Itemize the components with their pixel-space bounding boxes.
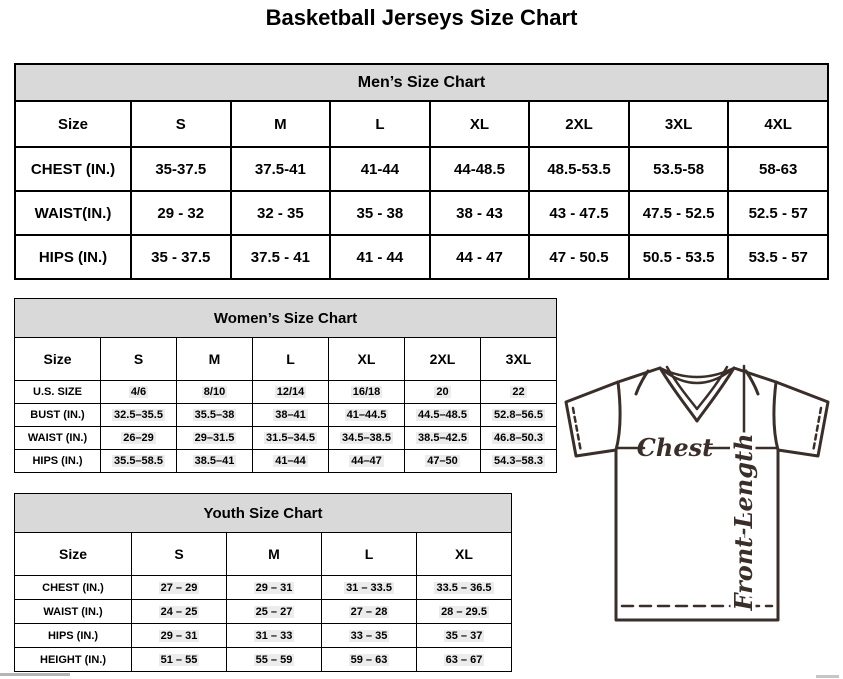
column-header: Size — [15, 101, 131, 147]
size-value-cell — [417, 576, 512, 600]
size-value-cell — [322, 624, 417, 648]
column-header: 3XL — [629, 101, 729, 147]
size-value-cell — [227, 600, 322, 624]
column-header: XL — [417, 533, 512, 576]
size-value: 28 – 29.5 — [441, 605, 487, 618]
page-title: Basketball Jerseys Size Chart — [265, 5, 578, 30]
size-value-cell — [227, 576, 322, 600]
size-value-cell — [101, 404, 177, 427]
size-value-cell — [329, 450, 405, 473]
column-header: 3XL — [481, 338, 557, 381]
size-value-cell: 58-63 — [728, 147, 828, 191]
size-value: 16/18 — [352, 386, 381, 398]
jersey-icon — [556, 358, 838, 660]
size-value: 27 – 29 — [160, 581, 198, 594]
column-header: Size — [15, 338, 101, 381]
column-header: L — [253, 338, 329, 381]
size-value-cell — [253, 381, 329, 404]
column-header: S — [101, 338, 177, 381]
size-value: 46.8–50.3 — [494, 432, 543, 444]
column-header: 2XL — [405, 338, 481, 381]
size-value-cell — [132, 576, 227, 600]
size-value: 35.5–38 — [194, 409, 235, 421]
size-value: 12/14 — [276, 386, 305, 398]
size-value: 33 – 35 — [350, 629, 388, 642]
size-value-cell — [132, 624, 227, 648]
row-label: BUST (IN.) — [15, 404, 101, 427]
size-value-cell: 32 - 35 — [231, 191, 331, 235]
column-header: XL — [430, 101, 530, 147]
size-value: 24 – 25 — [160, 605, 198, 618]
size-value: 4/6 — [130, 386, 147, 398]
table-row — [15, 235, 828, 279]
size-value-cell: 47.5 - 52.5 — [629, 191, 729, 235]
size-value-cell — [481, 381, 557, 404]
column-header: Size — [15, 533, 132, 576]
table-row — [15, 624, 512, 648]
column-header: M — [177, 338, 253, 381]
size-value: 34.5–38.5 — [342, 432, 391, 444]
size-value: 25 – 27 — [255, 605, 293, 618]
size-value-cell: 29 - 32 — [131, 191, 231, 235]
youth-size-table — [14, 493, 512, 672]
size-value: 47–50 — [427, 455, 458, 467]
size-value: 31 – 33 — [255, 629, 293, 642]
size-value: 51 – 55 — [160, 653, 198, 666]
size-value-cell — [227, 648, 322, 672]
size-value-cell — [101, 381, 177, 404]
size-value: 41–44.5 — [346, 409, 387, 421]
column-header: S — [131, 101, 231, 147]
header-row — [15, 533, 512, 576]
size-value-cell: 41-44 — [330, 147, 430, 191]
size-value-cell — [227, 624, 322, 648]
size-value-cell: 52.5 - 57 — [728, 191, 828, 235]
size-value-cell — [405, 381, 481, 404]
size-value: 38.5–42.5 — [418, 432, 467, 444]
size-value: 31.5–34.5 — [266, 432, 315, 444]
size-value-cell — [417, 600, 512, 624]
jersey-measurement-diagram — [556, 358, 838, 660]
size-value: 63 – 67 — [445, 653, 483, 666]
size-value-cell: 44 - 47 — [430, 235, 530, 279]
size-value: 55 – 59 — [255, 653, 293, 666]
size-value: 35.5–58.5 — [114, 455, 163, 467]
size-value: 32.5–35.5 — [114, 409, 163, 421]
size-value-cell — [417, 648, 512, 672]
row-label: WAIST (IN.) — [15, 427, 101, 450]
row-label: WAIST(IN.) — [15, 191, 131, 235]
size-value-cell: 43 - 47.5 — [529, 191, 629, 235]
size-value: 54.3–58.3 — [494, 455, 543, 467]
size-value-cell — [405, 404, 481, 427]
table-row — [15, 381, 557, 404]
table-row — [15, 404, 557, 427]
row-label: HIPS (IN.) — [15, 624, 132, 648]
size-value-cell — [132, 648, 227, 672]
size-value-cell — [253, 404, 329, 427]
size-value-cell: 48.5-53.5 — [529, 147, 629, 191]
size-value-cell: 35 - 38 — [330, 191, 430, 235]
row-label: CHEST (IN.) — [15, 147, 131, 191]
table-title: Youth Size Chart — [15, 494, 512, 533]
row-label: WAIST (IN.) — [15, 600, 132, 624]
table-row — [15, 576, 512, 600]
column-header: L — [322, 533, 417, 576]
chest-label: Chest — [636, 433, 714, 462]
size-value-cell — [253, 427, 329, 450]
size-value-cell: 38 - 43 — [430, 191, 530, 235]
size-value-cell — [322, 576, 417, 600]
size-value: 59 – 63 — [350, 653, 388, 666]
size-value-cell: 35-37.5 — [131, 147, 231, 191]
womens-size-table — [14, 298, 557, 473]
size-value-cell — [177, 427, 253, 450]
table-row — [15, 191, 828, 235]
size-value-cell: 44-48.5 — [430, 147, 530, 191]
size-value-cell — [329, 404, 405, 427]
size-value-cell — [481, 404, 557, 427]
size-value-cell — [417, 624, 512, 648]
size-value: 35 – 37 — [445, 629, 483, 642]
size-value: 31 – 33.5 — [346, 581, 392, 594]
size-value: 26–29 — [123, 432, 154, 444]
size-value-cell — [253, 450, 329, 473]
row-label: HEIGHT (IN.) — [15, 648, 132, 672]
size-value: 44–47 — [351, 455, 382, 467]
size-value-cell: 35 - 37.5 — [131, 235, 231, 279]
horizontal-scrollbar-fragment[interactable] — [816, 675, 839, 678]
column-header: M — [231, 101, 331, 147]
column-header: M — [227, 533, 322, 576]
row-label: HIPS (IN.) — [15, 235, 131, 279]
size-value: 8/10 — [203, 386, 226, 398]
size-value: 33.5 – 36.5 — [436, 581, 492, 594]
size-value-cell — [481, 427, 557, 450]
table-title: Women’s Size Chart — [15, 299, 557, 338]
size-value: 38–41 — [275, 409, 306, 421]
size-value: 29–31.5 — [194, 432, 235, 444]
size-value: 41–44 — [275, 455, 306, 467]
size-value-cell — [481, 450, 557, 473]
column-header: 4XL — [728, 101, 828, 147]
table-row — [15, 427, 557, 450]
size-value-cell — [329, 381, 405, 404]
table-row — [15, 600, 512, 624]
row-label: CHEST (IN.) — [15, 576, 132, 600]
size-value-cell — [177, 381, 253, 404]
row-label: HIPS (IN.) — [15, 450, 101, 473]
table-row — [15, 648, 512, 672]
size-value-cell — [322, 648, 417, 672]
table-title: Men’s Size Chart — [15, 64, 828, 101]
size-value-cell — [177, 404, 253, 427]
mens-size-table — [14, 63, 829, 280]
size-value-cell — [329, 427, 405, 450]
size-value: 22 — [512, 386, 525, 398]
size-value-cell — [132, 600, 227, 624]
size-value-cell: 47 - 50.5 — [529, 235, 629, 279]
size-value-cell — [101, 427, 177, 450]
size-value-cell — [322, 600, 417, 624]
front-length-label: Front Length — [729, 433, 758, 611]
size-value-cell: 37.5 - 41 — [231, 235, 331, 279]
row-label: U.S. SIZE — [15, 381, 101, 404]
size-value-cell: 37.5-41 — [231, 147, 331, 191]
column-header: 2XL — [529, 101, 629, 147]
header-row — [15, 101, 828, 147]
size-value-cell — [101, 450, 177, 473]
size-value-cell: 53.5-58 — [629, 147, 729, 191]
column-header: S — [132, 533, 227, 576]
size-value: 44.5–48.5 — [418, 409, 467, 421]
size-value-cell: 50.5 - 53.5 — [629, 235, 729, 279]
size-value: 29 – 31 — [255, 581, 293, 594]
size-value: 27 – 28 — [350, 605, 388, 618]
size-value-cell — [405, 450, 481, 473]
size-value-cell: 41 - 44 — [330, 235, 430, 279]
size-value-cell: 53.5 - 57 — [728, 235, 828, 279]
size-value-cell — [405, 427, 481, 450]
size-value: 52.8–56.5 — [494, 409, 543, 421]
column-header: L — [330, 101, 430, 147]
size-value-cell — [177, 450, 253, 473]
column-header: XL — [329, 338, 405, 381]
header-row — [15, 338, 557, 381]
table-row — [15, 450, 557, 473]
table-row — [15, 147, 828, 191]
size-value: 29 – 31 — [160, 629, 198, 642]
horizontal-scrollbar-fragment[interactable] — [0, 673, 70, 676]
size-value: 20 — [436, 386, 449, 398]
size-value: 38.5–41 — [194, 455, 235, 467]
